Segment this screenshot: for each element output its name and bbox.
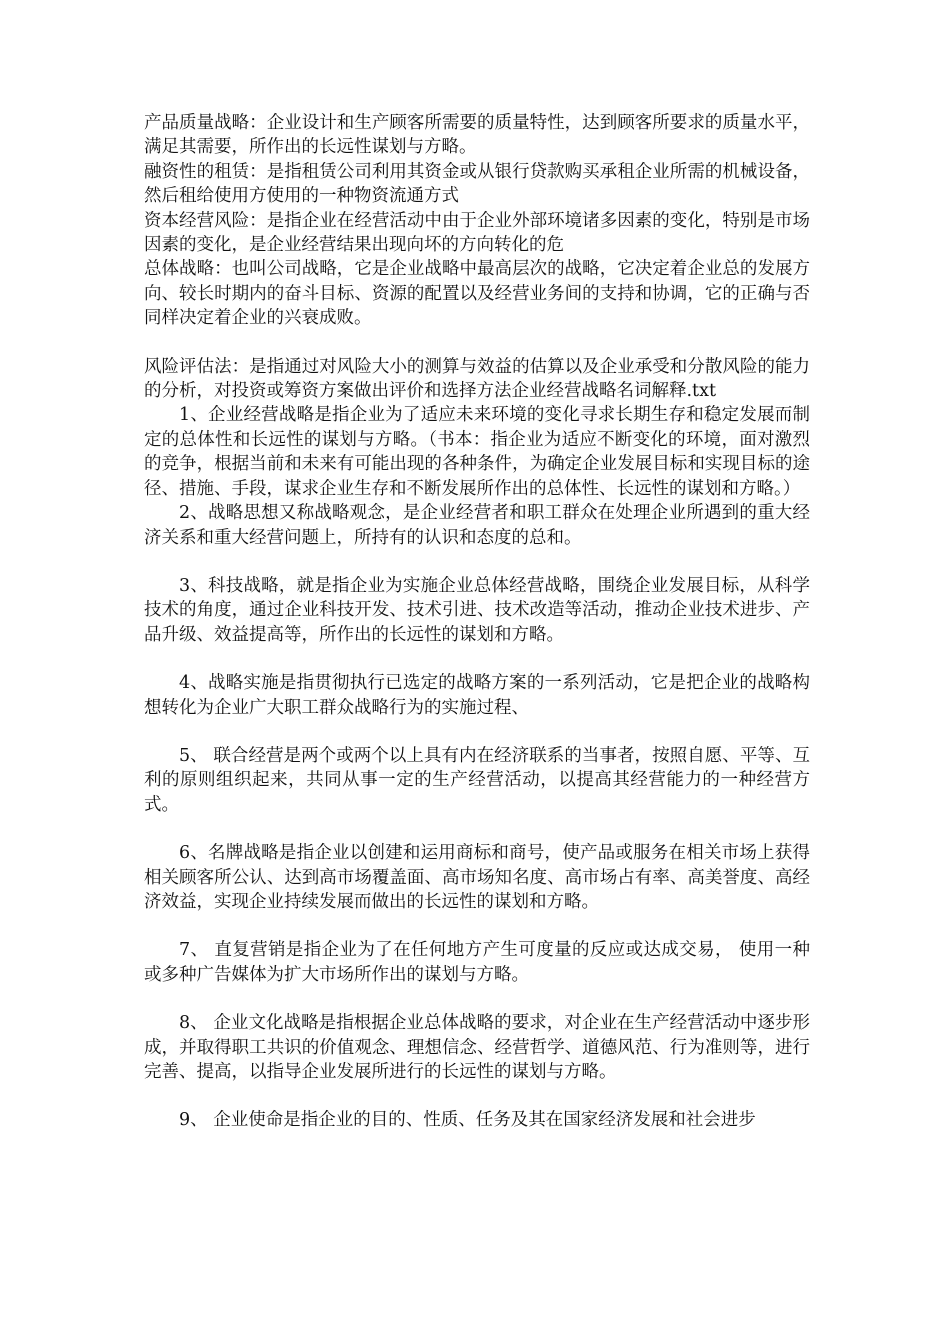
paragraph-spacer [144,914,810,938]
definition-capital-operation-risk: 资本经营风险：是指企业在经营活动中由于企业外部环境诸多因素的变化，特别是市场因素的变化，是企业经营结果出现向坏的方向转化的危 [144,210,810,256]
definition-overall-strategy: 总体战略：也叫公司战略，它是企业战略中最高层次的战略，它决定着企业总的发展方向、较长时期内的奋斗目标、资源的配置以及经营业务间的支持和协调，它的正确与否同样决定着企业的兴衰成败。 [144,259,810,329]
document-body [144,111,810,1133]
paragraph-spacer [144,720,810,744]
numbered-item-4: 4、战略实施是指贯彻执行已选定的战略方案的一系列活动，它是把企业的战略构想转化为企业广大职工群众战略行为的实施过程、 [144,673,810,718]
paragraph-spacer [144,817,810,841]
numbered-item-6: 6、名牌战略是指企业以创建和运用商标和商号，使产品或服务在相关市场上获得相关顾客所公认、达到高市场覆盖面、高市场知名度、高市场占有率、高美誉度、高经济效益，实现企业持续发展而做出的长远性的谋划和方略。 [144,843,810,912]
numbered-item-9: 9、 企业使命是指企业的目的、性质、任务及其在国家经济发展和社会进步 [179,1110,756,1131]
numbered-item-5: 5、 联合经营是两个或两个以上具有内在经济联系的当事者，按照自愿、平等、互利的原则组织起来，共同从事一定的生产经营活动，以提高其经营能力的一种经营方式。 [144,745,810,815]
definition-financial-leasing: 融资性的租赁：是指租赁公司利用其资金或从银行贷款购买承租企业所需的机械设备，然后租给使用方使用的一种物资流通方式 [144,161,810,207]
numbered-item-2: 2、战略思想又称战略观念，是企业经营者和职工群众在处理企业所遇到的重大经济关系和重大经营问题上，所持有的认识和态度的总和。 [144,503,810,548]
numbered-item-8: 8、 企业文化战略是指根据企业总体战略的要求，对企业在生产经营活动中逐步形成，并取得职工共识的价值观念、理想信念、经营哲学、道德风范、行为准则等，进行完善、提高，以指导企业发展所进行的长远性的谋划与方略。 [144,1013,810,1082]
definition-risk-assessment-method: 风险评估法：是指通过对风险大小的测算与效益的估算以及企业承受和分散风险的能力的分析，对投资或筹资方案做出评价和选择方法企业经营战略名词解释.txt [144,356,810,402]
paragraph-spacer [144,331,810,355]
paragraph-spacer [144,550,810,574]
paragraph-spacer [144,647,810,671]
paragraph-spacer [144,987,810,1011]
numbered-item-1: 1、企业经营战略是指企业为了适应未来环境的变化寻求长期生存和稳定发展而制定的总体性和长远性的谋划与方略。（书本：指企业为适应不断变化的环境，面对激烈的竞争，根据当前和未来有可能出现的各种条件，为确定企业发展目标和实现目标的途径、措施、手段，谋求企业生存和不断发展所作出的总体性、长远性的谋划和方略。） [144,405,810,499]
numbered-item-3: 3、科技战略，就是指企业为实施企业总体经营战略，围绕企业发展目标，从科学技术的角度，通过企业科技开发、技术引进、技术改造等活动，推动企业技术进步、产品升级、效益提高等，所作出的长远性的谋划和方略。 [144,575,810,645]
paragraph-spacer [144,1084,810,1108]
definition-product-quality-strategy: 产品质量战略：企业设计和生产顾客所需要的质量特性，达到顾客所要求的质量水平，满足其需要，所作出的长远性谋划与方略。 [144,113,810,158]
numbered-item-7: 7、 直复营销是指企业为了在任何地方产生可度量的反应或达成交易， 使用一种或多种广告媒体为扩大市场所作出的谋划与方略。 [144,940,810,985]
